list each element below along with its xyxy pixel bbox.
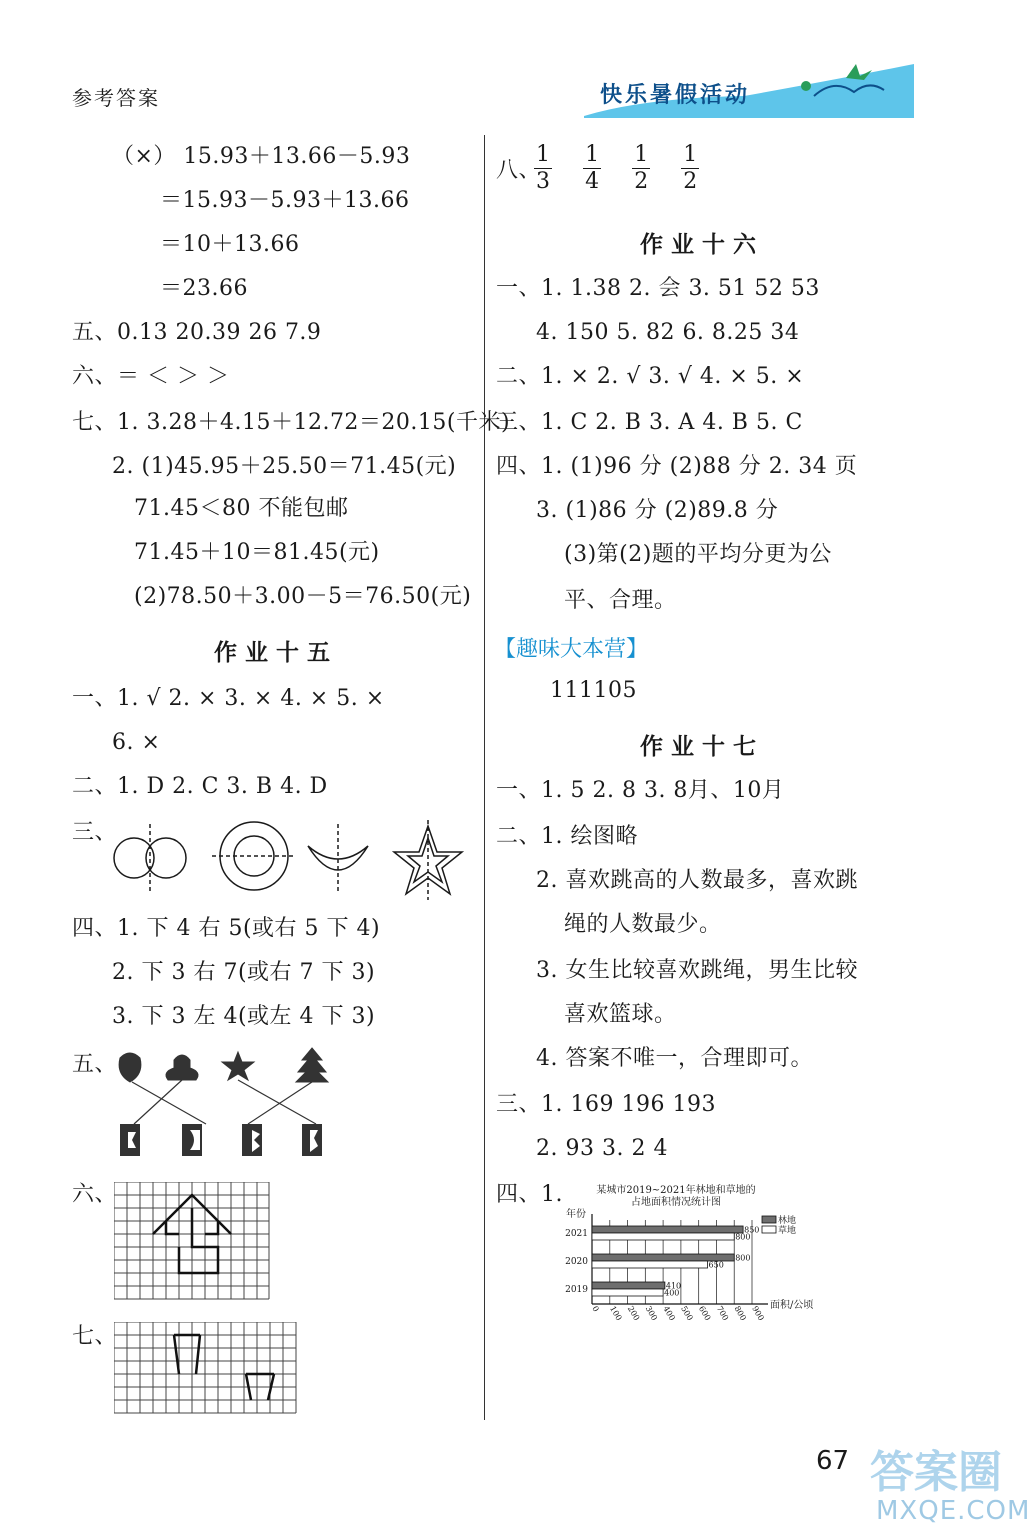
left-line-3: ＝10＋13.66 — [160, 232, 300, 257]
hw17-line-2: 二、1. 绘图略 — [496, 824, 638, 849]
chart-bar — [592, 1289, 663, 1296]
chart-bars — [565, 1226, 759, 1298]
chart-tick-label: 800 — [732, 1304, 748, 1323]
chart-title-line-2: 占地面积情况统计图 — [631, 1197, 721, 1208]
chart-x-label: 面积/公顷 — [770, 1300, 814, 1311]
hw17-line-1: 一、1. 5 2. 8 3. 8月、10月 — [496, 778, 785, 803]
hw15-line-3: 二、1. D 2. C 3. B 4. D — [72, 774, 328, 799]
chart-ticks — [590, 1305, 765, 1323]
hw17-line-10: 四、1. — [496, 1182, 563, 1207]
left-line-10: 71.45＋10＝81.45(元) — [134, 540, 380, 565]
hw16-line-2: 4. 150 5. 82 6. 8.25 34 — [536, 320, 800, 345]
fraction-3: $\frac{1}{2}$ — [634, 142, 649, 194]
page-number: 67 — [816, 1446, 850, 1476]
chart-tick-label: 600 — [696, 1304, 713, 1323]
hw15-label-san: 三、 — [72, 820, 118, 845]
chart-data-label: 400 — [664, 1288, 680, 1298]
banner-title: 快乐暑假活动 — [600, 83, 751, 108]
chart-tick-label: 0 — [590, 1304, 601, 1314]
chart-tick-label: 300 — [643, 1304, 660, 1323]
hw17-line-3: 2. 喜欢跳高的人数最多，喜欢跳 — [536, 868, 858, 893]
header-left-label: 参考答案 — [72, 86, 160, 110]
chart-data-label: 850 — [744, 1225, 760, 1235]
chart-bar — [592, 1233, 734, 1240]
chart-tick-label: 200 — [625, 1304, 642, 1323]
symmetry-figures — [112, 816, 472, 902]
hw17-line-7: 4. 答案不唯一，合理即可。 — [536, 1046, 813, 1071]
hw17-line-5: 3. 女生比较喜欢跳绳，男生比较 — [536, 958, 858, 983]
chart-legend-swatch — [762, 1216, 776, 1223]
matching-figures — [110, 1044, 350, 1162]
left-line-5: 五、0.13 20.39 26 7.9 — [72, 320, 322, 345]
left-line-9: 71.45＜80 不能包邮 — [134, 496, 349, 521]
watermark-url: MXQE.COM — [876, 1496, 1031, 1526]
hw15-label-liu: 六、 — [72, 1182, 118, 1207]
left-line-6: 六、＝ ＜ ＞ ＞ — [72, 364, 230, 389]
column-divider — [484, 135, 485, 1420]
chart-category-label: 2020 — [565, 1257, 588, 1267]
hw15-line-6: 2. 下 3 右 7(或右 7 下 3) — [112, 960, 376, 985]
hw15-title: 作业十五 — [214, 639, 338, 666]
chart-legend-swatch — [762, 1226, 776, 1233]
chart-tick-label: 900 — [750, 1304, 766, 1323]
left-line-11: (2)78.50＋3.00－5＝76.50(元) — [134, 584, 472, 609]
hw17-line-9: 2. 93 3. 2 4 — [536, 1136, 668, 1161]
chart-data-label: 800 — [735, 1232, 751, 1242]
chart-data-label: 410 — [665, 1281, 682, 1291]
hw15-line-1: 一、1. √ 2. × 3. × 4. × 5. × — [72, 686, 385, 711]
hw16-line-5: 四、1. (1)96 分 (2)88 分 2. 34 页 — [496, 454, 858, 479]
hw15-label-qi: 七、 — [72, 1324, 118, 1349]
left-line-7: 七、1. 3.28＋4.15＋12.72＝20.15(千米) — [72, 410, 511, 435]
left-line-4: ＝23.66 — [160, 276, 248, 301]
chart-bar — [592, 1226, 743, 1233]
hw15-line-7: 3. 下 3 左 4(或左 4 下 3) — [112, 1004, 376, 1029]
hw17-line-4: 绳的人数最少。 — [564, 912, 722, 937]
fraction-row — [534, 142, 725, 195]
chart-title-line-1: 某城市2019~2021年林地和草地的 — [596, 1185, 756, 1196]
hw16-line-7: (3)第(2)题的平均分更为公 — [564, 542, 832, 567]
left-line-8: 2. (1)45.95＋25.50＝71.45(元) — [112, 454, 457, 479]
hw16-line-3: 二、1. × 2. √ 3. √ 4. × 5. × — [496, 364, 805, 389]
chart-tick-label: 100 — [608, 1304, 624, 1323]
left-line-1: （×） 15.93＋13.66－5.93 — [112, 144, 411, 169]
hw17-line-8: 三、1. 169 196 193 — [496, 1092, 716, 1117]
hw17-title: 作业十七 — [640, 733, 764, 760]
chart-legend-label: 草地 — [778, 1226, 797, 1236]
hw15-label-wu: 五、 — [72, 1052, 118, 1077]
grid-drawing-6 — [114, 1182, 270, 1300]
chart-category-label: 2021 — [565, 1229, 588, 1239]
fun-section-label: 【趣味大本营】 — [494, 637, 649, 662]
chart-bar — [592, 1261, 708, 1268]
hw15-line-5: 四、1. 下 4 右 5(或右 5 下 4) — [72, 916, 381, 941]
fraction-2: $\frac{1}{4}$ — [585, 142, 600, 194]
chart-y-label: 年份 — [566, 1209, 586, 1220]
chart-tick-label: 500 — [679, 1304, 695, 1323]
watermark-logo-text: 答案圈 — [870, 1447, 1002, 1498]
hw16-line-4: 三、1. C 2. B 3. A 4. B 5. C — [496, 410, 803, 435]
hw16-line-8: 平、合理。 — [564, 588, 677, 613]
chart-category-label: 2019 — [565, 1285, 588, 1295]
chart-data-label: 800 — [735, 1253, 751, 1263]
chart-tick-label: 400 — [661, 1304, 677, 1323]
fraction-1: $\frac{1}{3}$ — [536, 142, 550, 194]
area-bar-chart — [556, 1180, 826, 1340]
hw16-title: 作业十六 — [640, 231, 764, 258]
grid-drawing-7 — [114, 1322, 298, 1414]
chart-legend-label: 林地 — [778, 1216, 797, 1226]
chart-legend — [762, 1214, 796, 1236]
hw15-line-2: 6. × — [112, 730, 161, 755]
chart-bar — [592, 1282, 665, 1289]
fraction-4: $\frac{1}{2}$ — [683, 142, 698, 194]
left-line-2: ＝15.93－5.93＋13.66 — [160, 188, 410, 213]
fun-answer: 111105 — [550, 678, 637, 703]
hw16-line-6: 3. (1)86 分 (2)89.8 分 — [536, 498, 779, 523]
chart-tick-label: 700 — [714, 1304, 731, 1323]
chart-data-label: 650 — [708, 1260, 724, 1270]
eight-label: 八、 — [496, 158, 542, 183]
hw16-line-1: 一、1. 1.38 2. 会 3. 51 52 53 — [496, 276, 820, 301]
hw17-line-6: 喜欢篮球。 — [564, 1002, 677, 1027]
